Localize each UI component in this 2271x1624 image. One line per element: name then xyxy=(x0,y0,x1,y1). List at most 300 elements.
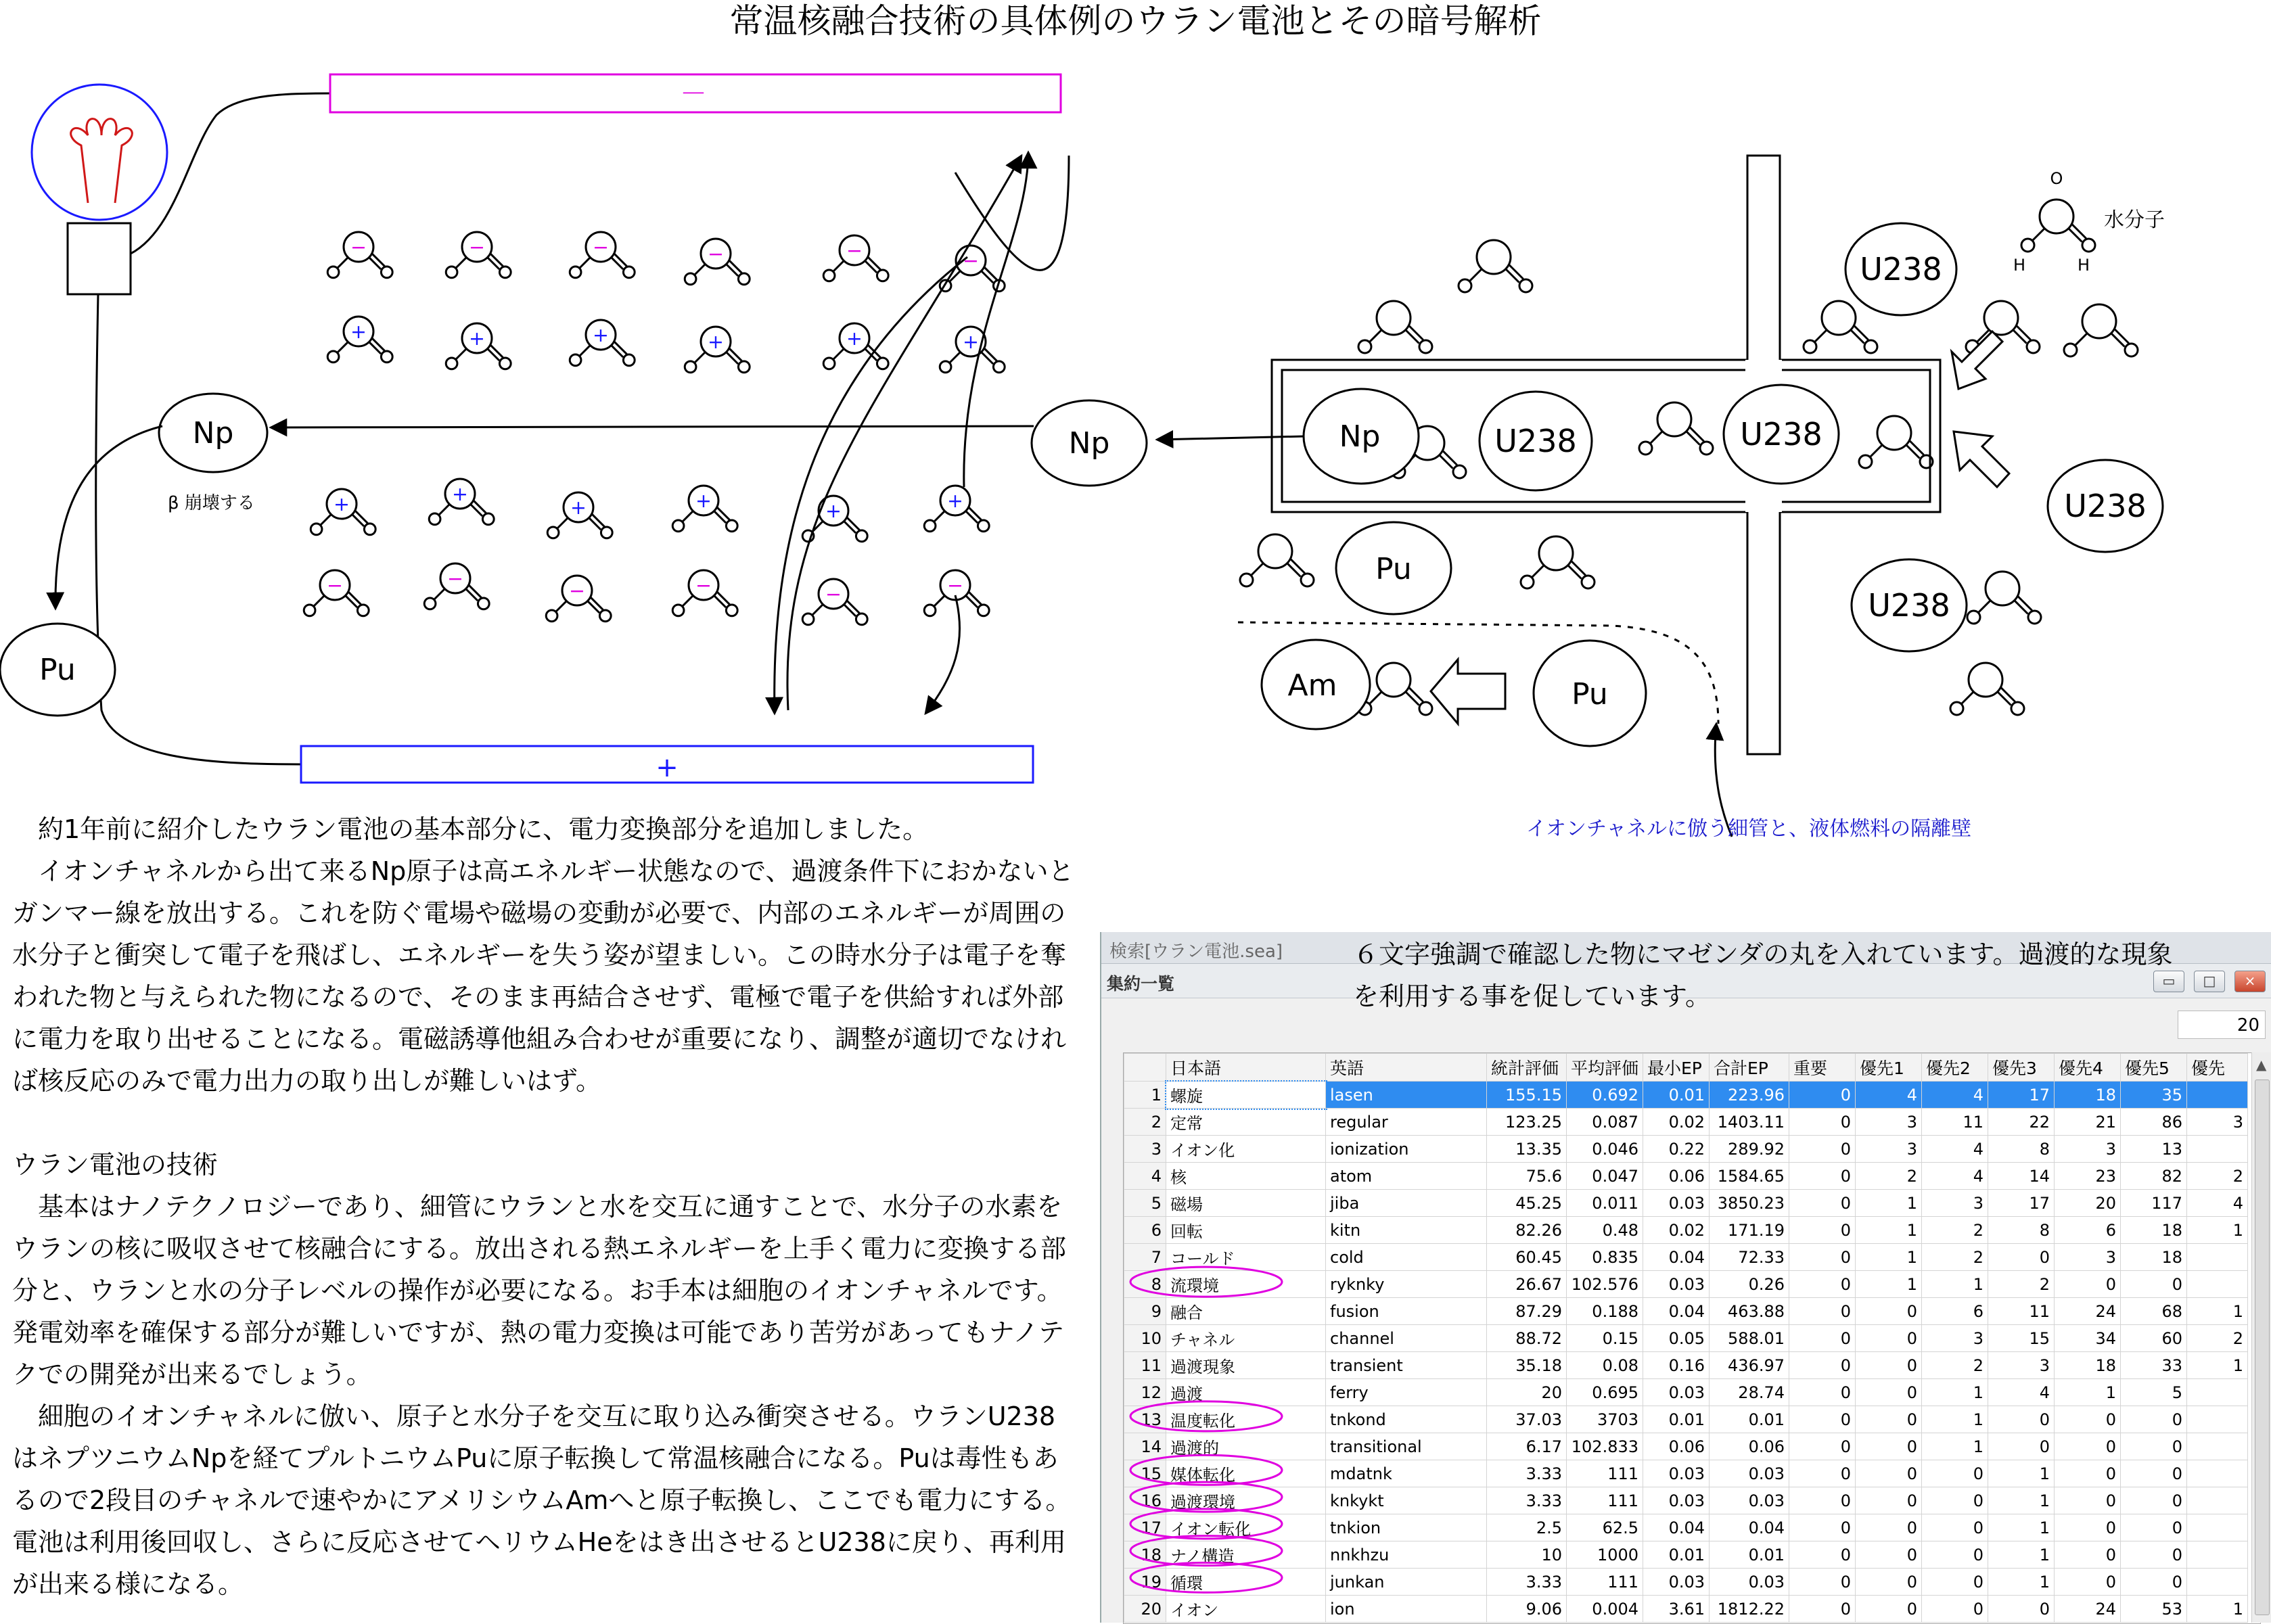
table-cell[interactable]: 111 xyxy=(1567,1569,1643,1596)
table-cell[interactable]: cold xyxy=(1326,1244,1487,1271)
table-cell[interactable]: 0.05 xyxy=(1643,1325,1710,1352)
table-cell[interactable]: 3.33 xyxy=(1487,1569,1567,1596)
table-cell[interactable]: 8 xyxy=(1988,1136,2055,1163)
table-cell[interactable]: 11 xyxy=(1988,1298,2055,1325)
table-cell[interactable]: 0 xyxy=(2055,1514,2121,1541)
table-cell[interactable]: 1 xyxy=(1922,1406,1988,1433)
table-cell[interactable]: 1 xyxy=(1856,1217,1922,1244)
table-cell[interactable]: 13 xyxy=(2121,1136,2187,1163)
table-cell[interactable]: 0 xyxy=(2121,1460,2187,1487)
table-cell[interactable]: 0 xyxy=(1789,1217,1856,1244)
table-cell[interactable]: 3 xyxy=(1856,1109,1922,1136)
table-cell[interactable]: 0 xyxy=(1988,1433,2055,1460)
table-cell[interactable]: 0 xyxy=(2121,1541,2187,1569)
table-cell[interactable]: 0 xyxy=(1789,1325,1856,1352)
table-cell[interactable]: 0.04 xyxy=(1643,1514,1710,1541)
table-cell[interactable]: 4 xyxy=(2187,1190,2248,1217)
table-cell[interactable]: 26.67 xyxy=(1487,1271,1567,1298)
table-cell[interactable]: 過渡現象 xyxy=(1166,1352,1326,1379)
table-cell[interactable]: 88.72 xyxy=(1487,1325,1567,1352)
column-header[interactable]: 優先5 xyxy=(2121,1054,2187,1082)
table-cell[interactable]: 62.5 xyxy=(1567,1514,1643,1541)
table-cell[interactable]: 0 xyxy=(1988,1244,2055,1271)
table-cell[interactable]: 171.19 xyxy=(1710,1217,1789,1244)
table-cell[interactable]: 螺旋 xyxy=(1166,1082,1326,1109)
table-cell[interactable]: 1 xyxy=(2187,1596,2248,1623)
table-cell[interactable]: 8 xyxy=(1124,1271,1166,1298)
table-cell[interactable]: 0 xyxy=(1856,1514,1922,1541)
minimize-button[interactable]: ▭ xyxy=(2153,971,2184,992)
beta-decay-label: β 崩壊する xyxy=(168,493,255,513)
table-cell[interactable]: 0.01 xyxy=(1643,1406,1710,1433)
table-cell[interactable]: 0.04 xyxy=(1710,1514,1789,1541)
table-cell[interactable]: 0.16 xyxy=(1643,1352,1710,1379)
table-cell[interactable]: 0 xyxy=(1922,1541,1988,1569)
table-cell[interactable]: 3 xyxy=(1856,1136,1922,1163)
table-cell[interactable]: knkykt xyxy=(1326,1487,1487,1514)
table-cell[interactable]: 0 xyxy=(1789,1379,1856,1406)
plus-sign: + xyxy=(708,329,724,353)
table-cell[interactable]: lasen xyxy=(1326,1082,1487,1109)
table-cell[interactable]: 6 xyxy=(1124,1217,1166,1244)
table-cell[interactable]: 0.01 xyxy=(1643,1541,1710,1569)
table-cell[interactable]: 3 xyxy=(1124,1136,1166,1163)
table-cell[interactable]: 0.26 xyxy=(1710,1271,1789,1298)
table-cell[interactable]: 2 xyxy=(1922,1352,1988,1379)
cation-molecule xyxy=(311,489,375,535)
table-cell[interactable]: 3.33 xyxy=(1487,1487,1567,1514)
table-cell[interactable]: 3 xyxy=(2055,1244,2121,1271)
table-cell[interactable]: 0.01 xyxy=(1710,1541,1789,1569)
table-cell[interactable]: 1812.22 xyxy=(1710,1596,1789,1623)
cation-molecule xyxy=(672,486,737,532)
table-cell[interactable]: ナノ構造 xyxy=(1166,1541,1326,1569)
table-cell[interactable]: 媒体転化 xyxy=(1166,1460,1326,1487)
table-cell[interactable]: 4 xyxy=(1922,1082,1988,1109)
maximize-button[interactable]: □ xyxy=(2194,971,2225,992)
table-cell[interactable]: 75.6 xyxy=(1487,1163,1567,1190)
table-cell[interactable]: 111 xyxy=(1567,1487,1643,1514)
table-cell[interactable]: 11 xyxy=(1124,1352,1166,1379)
table-cell[interactable]: tnkond xyxy=(1326,1406,1487,1433)
table-cell[interactable]: 0 xyxy=(1789,1244,1856,1271)
table-cell[interactable]: 0 xyxy=(2055,1271,2121,1298)
table-cell[interactable]: 0 xyxy=(1789,1271,1856,1298)
table-cell[interactable]: 17 xyxy=(1124,1514,1166,1541)
table-cell[interactable]: 0 xyxy=(1922,1460,1988,1487)
table-cell[interactable]: 2 xyxy=(1922,1217,1988,1244)
table-cell[interactable]: 72.33 xyxy=(1710,1244,1789,1271)
table-cell[interactable]: 18 xyxy=(2121,1244,2187,1271)
table-cell[interactable]: 1 xyxy=(2187,1352,2248,1379)
table-cell[interactable]: 0 xyxy=(2121,1487,2187,1514)
table-cell[interactable]: 24 xyxy=(2055,1596,2121,1623)
table-cell[interactable]: 0.046 xyxy=(1567,1136,1643,1163)
table-cell[interactable]: 102.576 xyxy=(1567,1271,1643,1298)
table-cell[interactable]: 23 xyxy=(2055,1163,2121,1190)
table-cell[interactable]: ion xyxy=(1326,1596,1487,1623)
table-cell[interactable]: イオン xyxy=(1166,1596,1326,1623)
table-cell[interactable]: 15 xyxy=(1124,1460,1166,1487)
table-cell[interactable]: 8 xyxy=(1988,1217,2055,1244)
table-cell[interactable]: チャネル xyxy=(1166,1325,1326,1352)
table-cell[interactable]: 0 xyxy=(1789,1136,1856,1163)
table-cell[interactable]: 102.833 xyxy=(1567,1433,1643,1460)
table-cell[interactable]: 0.02 xyxy=(1643,1109,1710,1136)
table-cell[interactable]: tnkion xyxy=(1326,1514,1487,1541)
table-cell[interactable]: 45.25 xyxy=(1487,1190,1567,1217)
table-cell[interactable]: 155.15 xyxy=(1487,1082,1567,1109)
plus-sign: + xyxy=(695,488,712,512)
column-header[interactable]: 優先 xyxy=(2187,1054,2248,1082)
table-cell[interactable]: 1 xyxy=(2055,1379,2121,1406)
table-cell[interactable]: 223.96 xyxy=(1710,1082,1789,1109)
table-cell[interactable]: 0 xyxy=(2121,1514,2187,1541)
column-header[interactable]: 合計EP xyxy=(1710,1054,1789,1082)
table-cell[interactable]: 核 xyxy=(1166,1163,1326,1190)
table-cell[interactable]: 588.01 xyxy=(1710,1325,1789,1352)
table-cell[interactable]: 34 xyxy=(2055,1325,2121,1352)
table-cell[interactable]: ionization xyxy=(1326,1136,1487,1163)
table-cell[interactable]: 0.03 xyxy=(1710,1460,1789,1487)
table-cell[interactable]: regular xyxy=(1326,1109,1487,1136)
table-cell[interactable]: 0.692 xyxy=(1567,1082,1643,1109)
column-header[interactable]: 優先2 xyxy=(1922,1054,1988,1082)
column-header[interactable]: 最小EP xyxy=(1643,1054,1710,1082)
table-cell[interactable]: 1 xyxy=(1988,1487,2055,1514)
table-cell[interactable]: 0.03 xyxy=(1643,1271,1710,1298)
table-cell[interactable]: 1 xyxy=(1922,1271,1988,1298)
table-cell[interactable]: 0.01 xyxy=(1643,1082,1710,1109)
column-header[interactable]: 優先4 xyxy=(2055,1054,2121,1082)
table-cell[interactable]: 0.695 xyxy=(1567,1379,1643,1406)
table-cell[interactable]: 14 xyxy=(1124,1433,1166,1460)
table-cell[interactable]: 融合 xyxy=(1166,1298,1326,1325)
table-cell[interactable]: 111 xyxy=(1567,1460,1643,1487)
column-header[interactable]: 優先3 xyxy=(1988,1054,2055,1082)
table-cell[interactable]: 0.835 xyxy=(1567,1244,1643,1271)
table-cell[interactable]: 3 xyxy=(2055,1136,2121,1163)
table-cell[interactable]: 0 xyxy=(2055,1460,2121,1487)
table-cell[interactable]: 463.88 xyxy=(1710,1298,1789,1325)
table-cell[interactable]: 循環 xyxy=(1166,1569,1326,1596)
table-cell[interactable]: 4 xyxy=(1922,1163,1988,1190)
table-cell[interactable]: 1 xyxy=(1922,1433,1988,1460)
np-label-channel: Np xyxy=(1339,419,1381,454)
table-cell[interactable]: 0.03 xyxy=(1710,1569,1789,1596)
column-header[interactable]: 統計評価 xyxy=(1487,1054,1567,1082)
table-cell[interactable]: 0.06 xyxy=(1643,1433,1710,1460)
table-cell[interactable]: 過渡環境 xyxy=(1166,1487,1326,1514)
table-cell[interactable]: 1 xyxy=(2187,1298,2248,1325)
column-header[interactable]: 重要 xyxy=(1789,1054,1856,1082)
table-cell[interactable]: 過渡的 xyxy=(1166,1433,1326,1460)
table-cell[interactable]: 0.06 xyxy=(1643,1163,1710,1190)
table-cell[interactable]: 68 xyxy=(2121,1298,2187,1325)
table-cell[interactable]: 1 xyxy=(1124,1082,1166,1109)
table-cell[interactable]: 6.17 xyxy=(1487,1433,1567,1460)
anion-molecule xyxy=(304,570,369,616)
table-cell[interactable]: 0.188 xyxy=(1567,1298,1643,1325)
table-cell[interactable]: 3 xyxy=(1922,1325,1988,1352)
table-cell[interactable]: 2 xyxy=(1124,1109,1166,1136)
table-cell[interactable]: 流環境 xyxy=(1166,1271,1326,1298)
table-cell[interactable]: 3.33 xyxy=(1487,1460,1567,1487)
table-cell[interactable]: 123.25 xyxy=(1487,1109,1567,1136)
table-cell[interactable]: 0.03 xyxy=(1643,1379,1710,1406)
table-cell[interactable]: 22 xyxy=(1988,1109,2055,1136)
table-cell[interactable]: 回転 xyxy=(1166,1217,1326,1244)
table-cell[interactable]: 10 xyxy=(1487,1541,1567,1569)
table-cell[interactable]: 60 xyxy=(2121,1325,2187,1352)
table-cell[interactable]: 18 xyxy=(1124,1541,1166,1569)
table-cell[interactable]: 53 xyxy=(2121,1596,2187,1623)
table-cell[interactable]: イオン化 xyxy=(1166,1136,1326,1163)
table-cell[interactable]: 0 xyxy=(1922,1569,1988,1596)
table-cell[interactable]: 0 xyxy=(1789,1190,1856,1217)
table-cell[interactable]: 0.08 xyxy=(1567,1352,1643,1379)
table-cell[interactable]: 0.011 xyxy=(1567,1190,1643,1217)
table-cell[interactable]: 0 xyxy=(2121,1433,2187,1460)
table-cell[interactable]: 1 xyxy=(1988,1541,2055,1569)
table-cell[interactable]: 3.61 xyxy=(1643,1596,1710,1623)
table-cell[interactable]: 3850.23 xyxy=(1710,1190,1789,1217)
table-cell[interactable]: 0 xyxy=(1922,1596,1988,1623)
table-cell[interactable]: 60.45 xyxy=(1487,1244,1567,1271)
table-cell[interactable]: 3703 xyxy=(1567,1406,1643,1433)
table-cell[interactable]: 17 xyxy=(1988,1082,2055,1109)
table-cell[interactable]: 2 xyxy=(1988,1271,2055,1298)
table-cell[interactable]: transitional xyxy=(1326,1433,1487,1460)
magenta-highlight-circles xyxy=(1101,932,2271,1623)
table-cell[interactable]: 1 xyxy=(1922,1379,1988,1406)
table-cell[interactable]: 18 xyxy=(2121,1217,2187,1244)
column-header[interactable]: 平均評価 xyxy=(1567,1054,1643,1082)
table-cell[interactable]: コールド xyxy=(1166,1244,1326,1271)
table-cell[interactable]: 0.03 xyxy=(1643,1569,1710,1596)
table-cell[interactable]: kitn xyxy=(1326,1217,1487,1244)
table-cell[interactable]: 0 xyxy=(2055,1406,2121,1433)
table-cell[interactable]: 0 xyxy=(1789,1406,1856,1433)
scroll-up-icon[interactable]: ▲ xyxy=(2256,1057,2267,1073)
table-cell[interactable]: 3 xyxy=(1922,1190,1988,1217)
table-cell[interactable]: 4 xyxy=(1988,1379,2055,1406)
table-cell[interactable]: 0 xyxy=(1789,1298,1856,1325)
table-cell[interactable]: 1 xyxy=(2187,1217,2248,1244)
table-cell[interactable]: 0 xyxy=(1789,1109,1856,1136)
table-cell[interactable]: 10 xyxy=(1124,1325,1166,1352)
table-cell[interactable]: 2 xyxy=(2187,1325,2248,1352)
table-cell[interactable]: 20 xyxy=(1124,1596,1166,1623)
table-cell[interactable]: 9.06 xyxy=(1487,1596,1567,1623)
table-cell[interactable]: 0.04 xyxy=(1643,1244,1710,1271)
table-cell[interactable]: 0.04 xyxy=(1643,1298,1710,1325)
table-cell[interactable]: 2 xyxy=(1856,1163,1922,1190)
table-cell[interactable]: 0.22 xyxy=(1643,1136,1710,1163)
table-cell[interactable]: 0 xyxy=(2121,1569,2187,1596)
table-cell[interactable]: 0 xyxy=(1856,1406,1922,1433)
table-cell[interactable]: 過渡 xyxy=(1166,1379,1326,1406)
table-cell[interactable]: 0 xyxy=(1856,1298,1922,1325)
close-button[interactable]: × xyxy=(2234,971,2266,992)
table-cell[interactable]: 117 xyxy=(2121,1190,2187,1217)
table-cell[interactable]: junkan xyxy=(1326,1569,1487,1596)
table-cell[interactable]: 0.03 xyxy=(1643,1487,1710,1514)
table-cell[interactable]: 1584.65 xyxy=(1710,1163,1789,1190)
table-cell[interactable]: 0 xyxy=(1856,1433,1922,1460)
table-cell[interactable]: 33 xyxy=(2121,1352,2187,1379)
table-cell[interactable]: 82 xyxy=(2121,1163,2187,1190)
table-cell[interactable]: 12 xyxy=(1124,1379,1166,1406)
table-cell[interactable]: 20 xyxy=(2055,1190,2121,1217)
table-cell[interactable]: 2 xyxy=(2187,1163,2248,1190)
table-cell[interactable]: 0 xyxy=(1856,1352,1922,1379)
table-cell[interactable]: 4 xyxy=(1124,1163,1166,1190)
table-cell[interactable]: mdatnk xyxy=(1326,1460,1487,1487)
table-cell[interactable]: 0.03 xyxy=(1643,1460,1710,1487)
table-cell[interactable]: 19 xyxy=(1124,1569,1166,1596)
table-cell[interactable]: 0.48 xyxy=(1567,1217,1643,1244)
table-cell[interactable]: 0 xyxy=(1789,1082,1856,1109)
table-cell[interactable]: 0 xyxy=(1789,1541,1856,1569)
table-cell[interactable]: 0 xyxy=(1856,1569,1922,1596)
table-cell[interactable]: transient xyxy=(1326,1352,1487,1379)
table-cell[interactable]: 86 xyxy=(2121,1109,2187,1136)
result-count-field[interactable]: 20 xyxy=(2178,1011,2266,1039)
table-cell[interactable]: 2.5 xyxy=(1487,1514,1567,1541)
table-cell[interactable]: 0.047 xyxy=(1567,1163,1643,1190)
table-cell[interactable]: 0 xyxy=(1789,1433,1856,1460)
table-cell[interactable]: 0 xyxy=(1789,1460,1856,1487)
table-cell[interactable]: 0 xyxy=(1789,1163,1856,1190)
table-cell[interactable]: 0 xyxy=(2121,1271,2187,1298)
table-cell[interactable]: イオン転化 xyxy=(1166,1514,1326,1541)
table-cell[interactable]: 6 xyxy=(2055,1217,2121,1244)
table-cell[interactable]: 0 xyxy=(1789,1514,1856,1541)
column-header[interactable]: 優先1 xyxy=(1856,1054,1922,1082)
table-cell[interactable]: 13.35 xyxy=(1487,1136,1567,1163)
table-cell[interactable]: 18 xyxy=(2055,1352,2121,1379)
table-cell[interactable]: 1 xyxy=(1988,1460,2055,1487)
plus-sign: + xyxy=(825,498,842,522)
table-cell[interactable]: 0.03 xyxy=(1710,1487,1789,1514)
table-cell[interactable]: 82.26 xyxy=(1487,1217,1567,1244)
table-cell[interactable]: 1 xyxy=(1856,1271,1922,1298)
table-cell[interactable]: 2 xyxy=(1922,1244,1988,1271)
u238-label-bottom: U238 xyxy=(1868,587,1950,624)
table-cell[interactable]: 0 xyxy=(1856,1596,1922,1623)
table-cell[interactable]: 1 xyxy=(1856,1190,1922,1217)
table-cell[interactable]: 0 xyxy=(1856,1325,1922,1352)
table-cell[interactable]: 87.29 xyxy=(1487,1298,1567,1325)
table-cell[interactable]: 1 xyxy=(1856,1244,1922,1271)
table-cell[interactable]: 磁場 xyxy=(1166,1190,1326,1217)
table-cell[interactable]: 0.02 xyxy=(1643,1217,1710,1244)
wire-bottom xyxy=(96,294,301,764)
table-cell[interactable]: 0 xyxy=(1988,1596,2055,1623)
table-cell[interactable]: 1 xyxy=(1988,1514,2055,1541)
table-cell[interactable]: 20 xyxy=(1487,1379,1567,1406)
table-cell[interactable]: nnkhzu xyxy=(1326,1541,1487,1569)
table-cell[interactable]: ryknky xyxy=(1326,1271,1487,1298)
table-cell[interactable]: 289.92 xyxy=(1710,1136,1789,1163)
table-cell[interactable]: 14 xyxy=(1988,1163,2055,1190)
table-cell[interactable]: 21 xyxy=(2055,1109,2121,1136)
table-cell[interactable]: 0 xyxy=(1856,1460,1922,1487)
table-cell[interactable]: 0 xyxy=(2055,1433,2121,1460)
table-cell[interactable]: atom xyxy=(1326,1163,1487,1190)
table-cell[interactable]: 0 xyxy=(2055,1487,2121,1514)
table-cell[interactable]: 28.74 xyxy=(1710,1379,1789,1406)
table-cell[interactable]: fusion xyxy=(1326,1298,1487,1325)
table-cell[interactable]: 37.03 xyxy=(1487,1406,1567,1433)
table-cell[interactable]: 温度転化 xyxy=(1166,1406,1326,1433)
table-cell[interactable]: 0.03 xyxy=(1643,1190,1710,1217)
table-cell[interactable]: 0 xyxy=(1922,1514,1988,1541)
table-cell[interactable]: 0 xyxy=(2055,1569,2121,1596)
table-cell[interactable]: 9 xyxy=(1124,1298,1166,1325)
table-cell[interactable]: 35 xyxy=(2121,1082,2187,1109)
table-cell[interactable]: 0 xyxy=(2055,1541,2121,1569)
table-cell[interactable]: 1 xyxy=(1988,1569,2055,1596)
column-header[interactable]: 英語 xyxy=(1326,1054,1487,1082)
table-cell[interactable]: 0 xyxy=(1856,1541,1922,1569)
table-cell[interactable]: 24 xyxy=(2055,1298,2121,1325)
table-cell[interactable]: 0.004 xyxy=(1567,1596,1643,1623)
table-cell[interactable]: 16 xyxy=(1124,1487,1166,1514)
column-header[interactable]: 日本語 xyxy=(1166,1054,1326,1082)
table-cell[interactable]: 6 xyxy=(1922,1298,1988,1325)
table-cell[interactable]: channel xyxy=(1326,1325,1487,1352)
table-cell[interactable]: jiba xyxy=(1326,1190,1487,1217)
table-cell[interactable]: 436.97 xyxy=(1710,1352,1789,1379)
table-cell[interactable]: 17 xyxy=(1988,1190,2055,1217)
table-cell[interactable]: 4 xyxy=(1922,1136,1988,1163)
table-cell[interactable]: 0.01 xyxy=(1710,1406,1789,1433)
table-cell[interactable]: 5 xyxy=(2121,1379,2187,1406)
table-cell[interactable]: 0.087 xyxy=(1567,1109,1643,1136)
table-cell[interactable]: 0 xyxy=(1922,1487,1988,1514)
minus-sign: − xyxy=(846,238,863,262)
table-cell[interactable]: 35.18 xyxy=(1487,1352,1567,1379)
table-cell[interactable]: 1000 xyxy=(1567,1541,1643,1569)
table-cell[interactable]: 4 xyxy=(1856,1082,1922,1109)
table-cell[interactable]: ferry xyxy=(1326,1379,1487,1406)
plus-sign: + xyxy=(452,482,468,505)
table-cell[interactable]: 5 xyxy=(1124,1190,1166,1217)
table-cell[interactable]: 3 xyxy=(2187,1109,2248,1136)
table-cell[interactable]: 0 xyxy=(1789,1569,1856,1596)
table-cell[interactable]: 0.06 xyxy=(1710,1433,1789,1460)
table-cell[interactable]: 15 xyxy=(1988,1325,2055,1352)
table-cell[interactable]: 13 xyxy=(1124,1406,1166,1433)
table-cell[interactable]: 3 xyxy=(1988,1352,2055,1379)
table-cell[interactable]: 定常 xyxy=(1166,1109,1326,1136)
table-cell[interactable]: 0 xyxy=(1789,1487,1856,1514)
table-cell[interactable]: 7 xyxy=(1124,1244,1166,1271)
table-cell[interactable]: 0.15 xyxy=(1567,1325,1643,1352)
table-cell[interactable]: 0 xyxy=(2121,1406,2187,1433)
table-cell[interactable]: 18 xyxy=(2055,1082,2121,1109)
table-cell[interactable]: 11 xyxy=(1922,1109,1988,1136)
table-cell[interactable]: 0 xyxy=(1988,1406,2055,1433)
table-cell[interactable]: 0 xyxy=(1789,1596,1856,1623)
table-cell[interactable]: 0 xyxy=(1789,1352,1856,1379)
np-exit-arrow xyxy=(1157,436,1306,440)
table-cell[interactable]: 1403.11 xyxy=(1710,1109,1789,1136)
table-cell[interactable]: 0 xyxy=(1856,1379,1922,1406)
table-cell[interactable]: 0 xyxy=(1856,1487,1922,1514)
